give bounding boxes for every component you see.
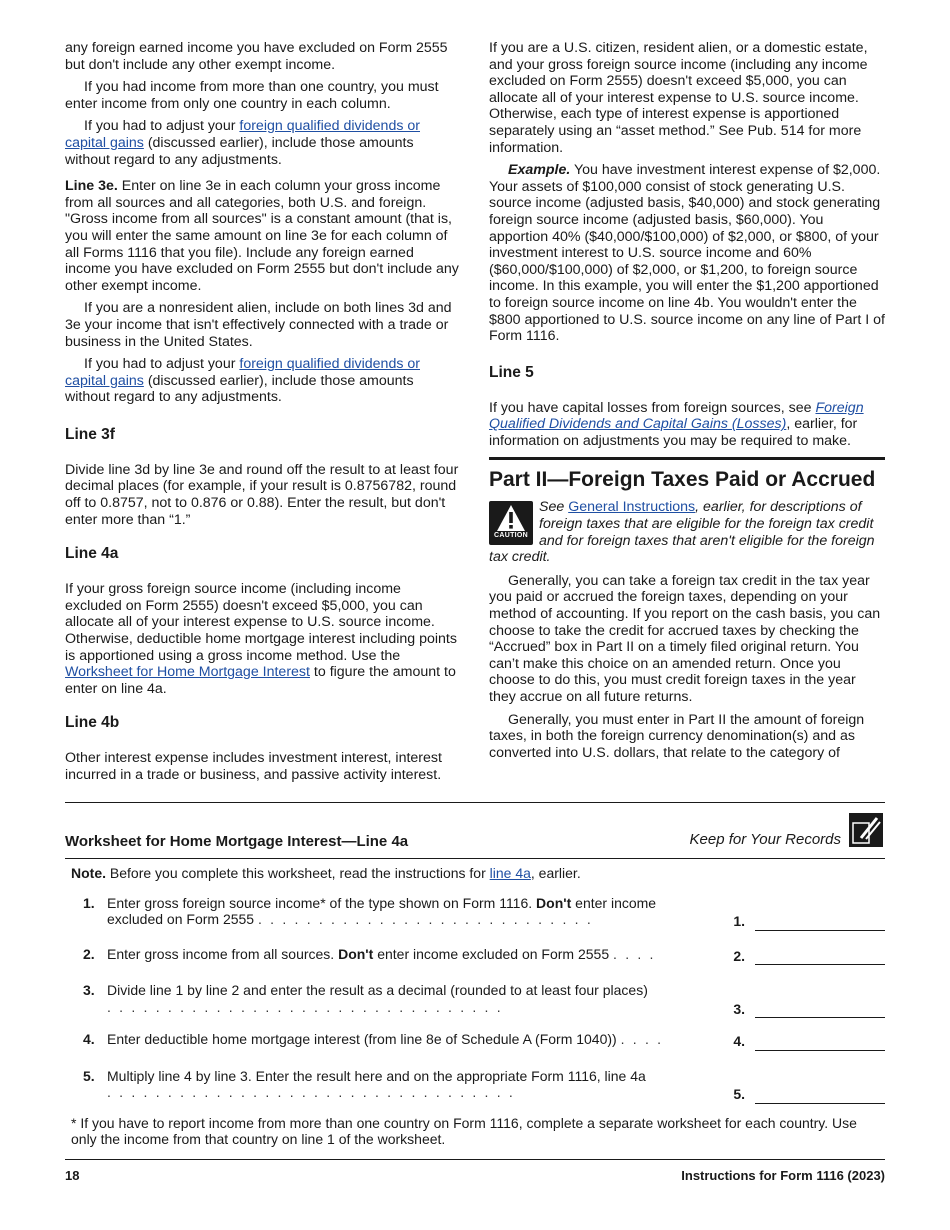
worksheet-line-4	[71, 1031, 885, 1048]
entry-label: 1.	[733, 913, 745, 929]
text: (discussed earlier), include those amounts without regard to any adjustments.	[65, 372, 414, 406]
part-ii-title: Part II—Foreign Taxes Paid or Accrued	[489, 468, 876, 492]
text: If your gross foreign source income (including income excluded on Form 2555) doesn't exceed $5,000, you can allocate all of your interest expense to U.S. source income. Otherwise, deductible home mortgage interest including points is apportioned using a gross income method. Use the	[65, 581, 457, 664]
link-foreign-qualified-dividends[interactable]: foreign qualified dividends or capital gains	[65, 118, 420, 151]
worksheet-note	[71, 865, 885, 882]
link-general-instructions[interactable]: General Instructions	[568, 499, 696, 516]
line-number: 5.	[83, 1067, 95, 1084]
line-emphasis: Don't	[338, 945, 374, 962]
heading-line-4a: Line 4a	[65, 545, 119, 563]
line-number: 2.	[83, 945, 95, 962]
entry-field-line-5[interactable]	[755, 1089, 885, 1104]
entry-field-line-4[interactable]	[755, 1036, 885, 1051]
paragraph	[65, 118, 461, 168]
text: Before you complete this worksheet, read the instructions for	[106, 865, 490, 881]
text: (discussed earlier), include those amounts without regard to any adjustments.	[65, 134, 414, 168]
entry-field-line-2[interactable]	[755, 950, 885, 965]
line-3e-label: Line 3e.	[65, 178, 118, 195]
line-number: 3.	[83, 982, 95, 998]
divider	[65, 1159, 885, 1160]
paragraph: Divide line 3d by line 3e and round off the result to at least four decimal places (for example, if your result is 0.8756782, round off to 0.8757, not to 0.876 or 0.88). Enter the result, but don't enter more than “1.”	[65, 461, 459, 528]
line-number: 1.	[83, 894, 95, 911]
right-column	[489, 40, 885, 767]
link-line-4a[interactable]: line 4a	[489, 865, 531, 881]
line-text: Enter gross foreign source income* of the type shown on Form 1116.	[107, 894, 537, 911]
paragraph-line-3e	[65, 178, 461, 294]
paragraph	[65, 356, 461, 406]
records-pen-icon	[849, 813, 883, 847]
heading-line-3f: Line 3f	[65, 425, 115, 443]
line-text: Enter deductible home mortgage interest (from line 8e of Schedule A (Form 1040))	[107, 1031, 617, 1047]
entry-label: 2.	[733, 947, 745, 964]
caution-icon	[489, 501, 533, 545]
page-number: 18	[65, 1168, 80, 1183]
worksheet-home-mortgage-interest	[65, 802, 885, 1160]
heading-line-5: Line 5	[489, 363, 534, 381]
paragraph: Generally, you can take a foreign tax credit in the tax year you paid or accrued the foreign taxes, depending on your method of accounting. If you report on the cash basis, you can choose to take the credit for accrued taxes by checking the “Accrued” box in Part II on a timely filed original return. You can’t make this choice on an amended return. Once you choose to do this, you must credit foreign taxes in the year they accrue on all future returns.	[489, 572, 881, 705]
entry-label: 4.	[733, 1033, 745, 1049]
line-text: Multiply line 4 by line 3. Enter the result here and on the appropriate Form 1116, line 4a	[107, 1067, 646, 1084]
line-text: Divide line 1 by line 2 and enter the result as a decimal (rounded to at least four places)	[107, 982, 648, 998]
text: , earlier.	[530, 865, 581, 881]
worksheet-header	[65, 803, 885, 858]
line-number: 4.	[83, 1031, 95, 1047]
text: , earlier, for information on adjustments you may be required to make.	[489, 416, 858, 449]
leader-dots: . . . . . . . . . . . . . . . . . . . . . . . . . . . . . . . . . .	[107, 1084, 516, 1100]
paragraph: any foreign earned income you have excluded on Form 2555 but don't include any other exempt income.	[65, 40, 448, 73]
paragraph: If you are a U.S. citizen, resident alien, or a domestic estate, and your gross foreign source income (including any income excluded on Form 2555) doesn't exceed $5,000, you can allocate all of your interest expense to U.S. source income. Otherwise, each type of interest expense is apportioned separately using an “asset method.” See Pub. 514 for more information.	[489, 40, 868, 156]
entry-field-line-1[interactable]	[755, 916, 885, 931]
link-foreign-qualified-dividends[interactable]: foreign qualified dividends or capital gains	[65, 356, 420, 389]
text: If you had to adjust your	[84, 118, 240, 135]
example-label: Example.	[508, 162, 571, 179]
worksheet-line-3	[71, 982, 885, 1015]
paragraph: Generally, you must enter in Part II the amount of foreign taxes, in both the foreign currency denomination(s) and as converted into U.S. dollars, that relate to the category of	[489, 711, 865, 761]
entry-label: 5.	[733, 1086, 745, 1102]
text: to figure the amount to enter on line 4a.	[65, 664, 456, 697]
leader-dots: . . . . . . . . . . . . . . . . . . . . . . . . . . . . . . . . .	[107, 998, 503, 1015]
footer-form-title: Instructions for Form 1116 (2023)	[681, 1168, 885, 1183]
left-column	[65, 40, 461, 790]
link-worksheet-home-mortgage[interactable]: Worksheet for Home Mortgage Interest	[65, 664, 310, 681]
entry-field-line-3[interactable]	[755, 1003, 885, 1018]
entry-label: 3.	[733, 1000, 745, 1017]
worksheet-body	[65, 859, 885, 1148]
leader-dots: . . . .	[613, 945, 656, 962]
text: See	[539, 499, 569, 516]
note-label: Note.	[71, 865, 106, 881]
line-text: enter income excluded on Form 2555	[373, 945, 610, 962]
section-divider	[489, 457, 885, 460]
line-text: enter income excluded on Form 2555	[107, 894, 657, 927]
paragraph: Other interest expense includes investment interest, interest incurred in a trade or business, and passive activity interest.	[65, 750, 442, 783]
worksheet-footnote: * If you have to report income from more than one country on Form 1116, complete a separate worksheet for each country. Use only the income from that country on line 1 of the worksheet.	[71, 1114, 857, 1147]
link-foreign-qualified-dividends-losses[interactable]: Foreign Qualified Dividends and Capital Gains (Losses)	[489, 399, 864, 433]
caution-label: CAUTION	[494, 531, 528, 539]
text: If you had to adjust your	[84, 356, 240, 373]
worksheet-title: Worksheet for Home Mortgage Interest—Line 4a	[65, 833, 409, 850]
worksheet-line-1	[71, 895, 885, 928]
worksheet-line-2	[71, 946, 885, 963]
text: , earlier, for descriptions of foreign taxes that are eligible for the foreign tax credit and for foreign taxes that aren't eligible for the foreign tax credit.	[489, 499, 875, 566]
paragraph	[65, 581, 461, 697]
text: You have investment interest expense of $2,000. Your assets of $100,000 consist of stock generating U.S. source income (adjusted basis, $40,000) and stock generating foreign source income (adjusted basis, $60,000). You apportion 40% ($40,000/$100,000) of $2,000, or $800, of your investment interest to U.S. source income and 60% ($60,000/$100,000) of $2,000, or $1,200, to foreign source income. In this example, you will enter the $1,200 apportioned to foreign source income on line 4b. You wouldn't enter the $800 apportioned to U.S. source income on any line of Part I of Form 1116.	[489, 162, 885, 345]
text: If you have capital losses from foreign sources, see	[489, 399, 816, 416]
paragraph: If you had income from more than one country, you must enter income from only one country in each column.	[65, 79, 439, 112]
leader-dots: . . . .	[620, 1031, 664, 1047]
worksheet-line-5	[71, 1068, 885, 1101]
paragraph	[489, 400, 885, 450]
line-emphasis: Don't	[536, 894, 572, 911]
paragraph: If you are a nonresident alien, include on both lines 3d and 3e your income that isn't effectively connected with a trade or business in the United States.	[65, 300, 452, 350]
text: Enter on line 3e in each column your gross income from all sources and all categories, both U.S. and foreign. "Gross income from all sources" is a constant amount (that is, you will enter the same amount on line 3e for each column of all Forms 1116 that you file). Include any foreign earned income you have excluded on Form 2555 but don't include any other exempt income.	[65, 178, 459, 294]
keep-records-label: Keep for Your Records	[689, 831, 841, 848]
paragraph-example	[489, 162, 885, 345]
line-text: Enter gross income from all sources.	[107, 945, 339, 962]
heading-line-4b: Line 4b	[65, 714, 120, 732]
caution-note	[489, 499, 885, 565]
leader-dots: . . . . . . . . . . . . . . . . . . . . . . . . . . . .	[257, 911, 593, 927]
